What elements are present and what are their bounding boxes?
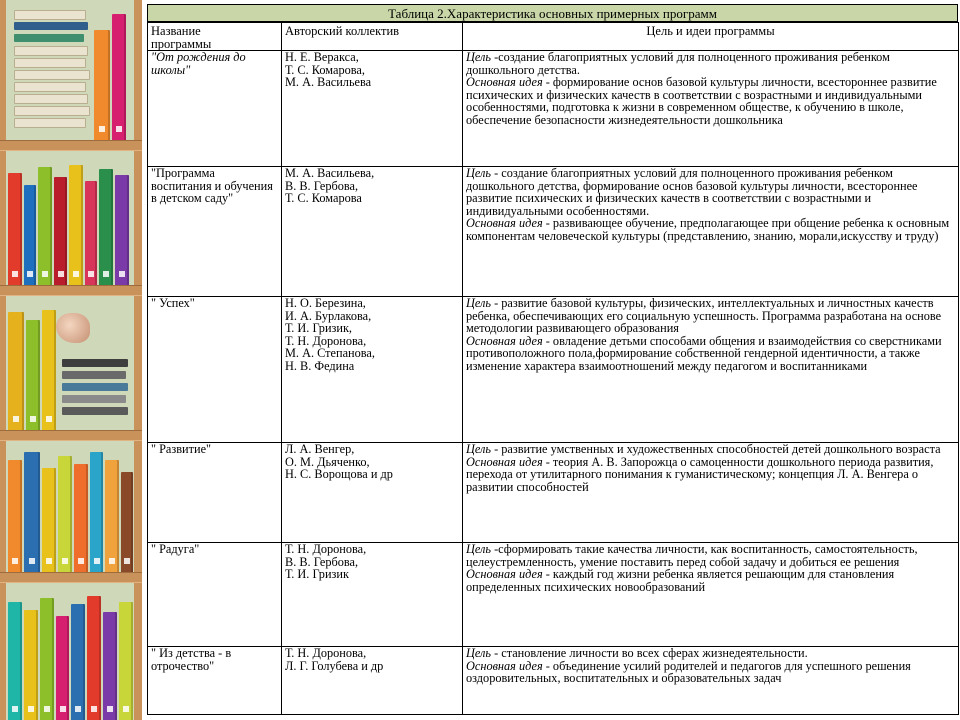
goal-label: Цель (466, 442, 491, 456)
header-goals: Цель и идеи программы (463, 23, 959, 51)
bookshelf-illustration (0, 0, 142, 720)
goal-text: - развитие базовой культуры, физических, интеллектуальных и личностных качеств ребенка, обеспечивающих его социальную успешность. Программа разработана на основе методологии развивающего образования (466, 296, 942, 336)
table-header-row (148, 23, 959, 51)
author: Т. Н. Доронова, (285, 646, 367, 660)
authors-cell (282, 297, 463, 443)
idea-text: - овладение детьми способами общения и взаимодействия со сверстниками противоположного пола,формирование собственной гендерной идентичности, а также изменение характера взаимоотношений между педагогом и воспитанниками (466, 333, 942, 373)
goal-label: Цель (466, 50, 491, 64)
table-row (148, 647, 959, 715)
author: М. А. Васильева, (285, 166, 375, 180)
idea-label: Основная идея (466, 216, 543, 231)
idea-label: Основная идея (466, 658, 543, 673)
program-name-cell: "Программа воспитания и обучения в детском саду" (148, 167, 282, 297)
idea-text: - развивающее обучение, предполагающее при общение ребенка к основным компонентам человеческой культуры (представлению, знанию, морали,искусству и труду) (466, 216, 950, 243)
author: В. В. Гербова, (285, 554, 359, 569)
table-title: Таблица 2.Характеристика основных примерных программ (147, 4, 958, 22)
author: Т. С. Комарова (285, 191, 362, 206)
goal-text: - становление личности во всех сферах жизнедеятельности. (491, 646, 808, 660)
goal-text: -создание благоприятных условий для полноценного проживания ребенком дошкольного детства. (466, 50, 890, 77)
program-name-cell: "От рождения до школы" (148, 51, 282, 167)
shelf-row-4 (6, 440, 134, 572)
table-row (148, 51, 959, 167)
table-row (148, 297, 959, 443)
author: Н. О. Березина, (285, 296, 366, 310)
goals-cell (463, 443, 959, 543)
shelf-row-3 (6, 295, 134, 430)
program-name-cell: " Из детства - в отрочество" (148, 647, 282, 715)
header-program-name-line1: Название (151, 24, 201, 38)
goal-paragraph (466, 51, 955, 76)
goal-text: -сформировать такие качества личности, как воспитанность, самостоятельность, целеустремленность, умение поставить перед собой задачу и добиться ее решения (466, 542, 918, 569)
shelf-row-5 (6, 582, 134, 720)
goal-label: Цель (466, 542, 491, 556)
authors-cell (282, 443, 463, 543)
header-authors: Авторский коллектив (282, 23, 463, 51)
idea-text: - объединение усилий родителей и педагогов для успешного решения оздоровительных, воспитательных и образовательных задач (466, 658, 911, 686)
authors-cell (282, 543, 463, 647)
idea-text: - формирование основ базовой культуры личности, всестороннее развитие психических и физических качеств в соответствии с возрастными и индивидуальными особенностями, подготовка к жизни в современном обществе, к обучению в школе, обеспечение безопасности жизнедеятельности дошкольника (466, 75, 937, 127)
author: Н. С. Ворощова и др (285, 467, 393, 482)
programs-table (147, 22, 959, 715)
author: И. А. Бурлакова, (285, 308, 372, 323)
goal-paragraph (466, 297, 955, 335)
idea-label: Основная идея (466, 333, 543, 348)
author: Л. А. Венгер, (285, 442, 355, 456)
goal-label: Цель (466, 166, 491, 180)
goal-text: - развитие умственных и художественных способностей детей дошкольного возраста (491, 442, 941, 456)
program-name-cell: " Радуга" (148, 543, 282, 647)
idea-text: - каждый год жизни ребенка является решающим для становления определенных психических новообразований (466, 567, 895, 594)
author: Н. Е. Веракса, (285, 50, 359, 64)
idea-text: - теория А. В. Запорожца о самоценности дошкольного периода развития, перехода от утилитарного понимания к гуманистическому; концепция Л. А. Венгера о развитии способностей (466, 454, 934, 494)
goals-cell (463, 51, 959, 167)
program-name-cell: " Успех" (148, 297, 282, 443)
idea-label: Основная идея (466, 75, 543, 90)
goal-paragraph (466, 167, 955, 217)
idea-paragraph (466, 660, 955, 685)
shelf-row-2 (6, 150, 134, 285)
program-name-cell: " Развитие" (148, 443, 282, 543)
table-row (148, 443, 959, 543)
authors-cell (282, 167, 463, 297)
idea-paragraph (466, 76, 955, 126)
author: М. А. Степанова, (285, 346, 375, 361)
idea-paragraph (466, 456, 955, 494)
table-row (148, 167, 959, 297)
author: О. М. Дьяченко, (285, 454, 370, 469)
author: Т. С. Комарова, (285, 62, 365, 77)
goals-cell (463, 647, 959, 715)
author: Л. Г. Голубева и др (285, 658, 384, 673)
author: Т. Н. Доронова, (285, 333, 367, 348)
goal-label: Цель (466, 296, 491, 310)
goals-cell (463, 167, 959, 297)
authors-cell (282, 51, 463, 167)
idea-paragraph (466, 335, 955, 373)
goal-paragraph (466, 543, 955, 568)
header-program-name (148, 23, 282, 51)
author: Т. И. Гризик (285, 567, 349, 582)
idea-paragraph (466, 217, 955, 242)
goals-cell (463, 297, 959, 443)
author: М. А. Васильева (285, 75, 372, 90)
programs-table-container (147, 4, 958, 716)
authors-cell (282, 647, 463, 715)
author: Т. И. Гризик, (285, 321, 353, 336)
goal-label: Цель (466, 646, 491, 660)
goals-cell (463, 543, 959, 647)
goal-text: - создание благоприятных условий для полноценного проживания ребенком дошкольного детства, формирование основ базовой культуры личности, всестороннее развитие психических и физических качеств в соответствии с возрастными и индивидуальными особенностями. (466, 166, 918, 218)
idea-paragraph (466, 568, 955, 593)
header-program-name-line2: программы (151, 36, 212, 51)
idea-label: Основная идея (466, 454, 543, 469)
author: В. В. Гербова, (285, 178, 359, 193)
idea-label: Основная идея (466, 567, 543, 582)
table-row (148, 543, 959, 647)
author: Н. В. Федина (285, 358, 355, 373)
shelf-row-1 (6, 0, 134, 140)
author: Т. Н. Доронова, (285, 542, 367, 556)
